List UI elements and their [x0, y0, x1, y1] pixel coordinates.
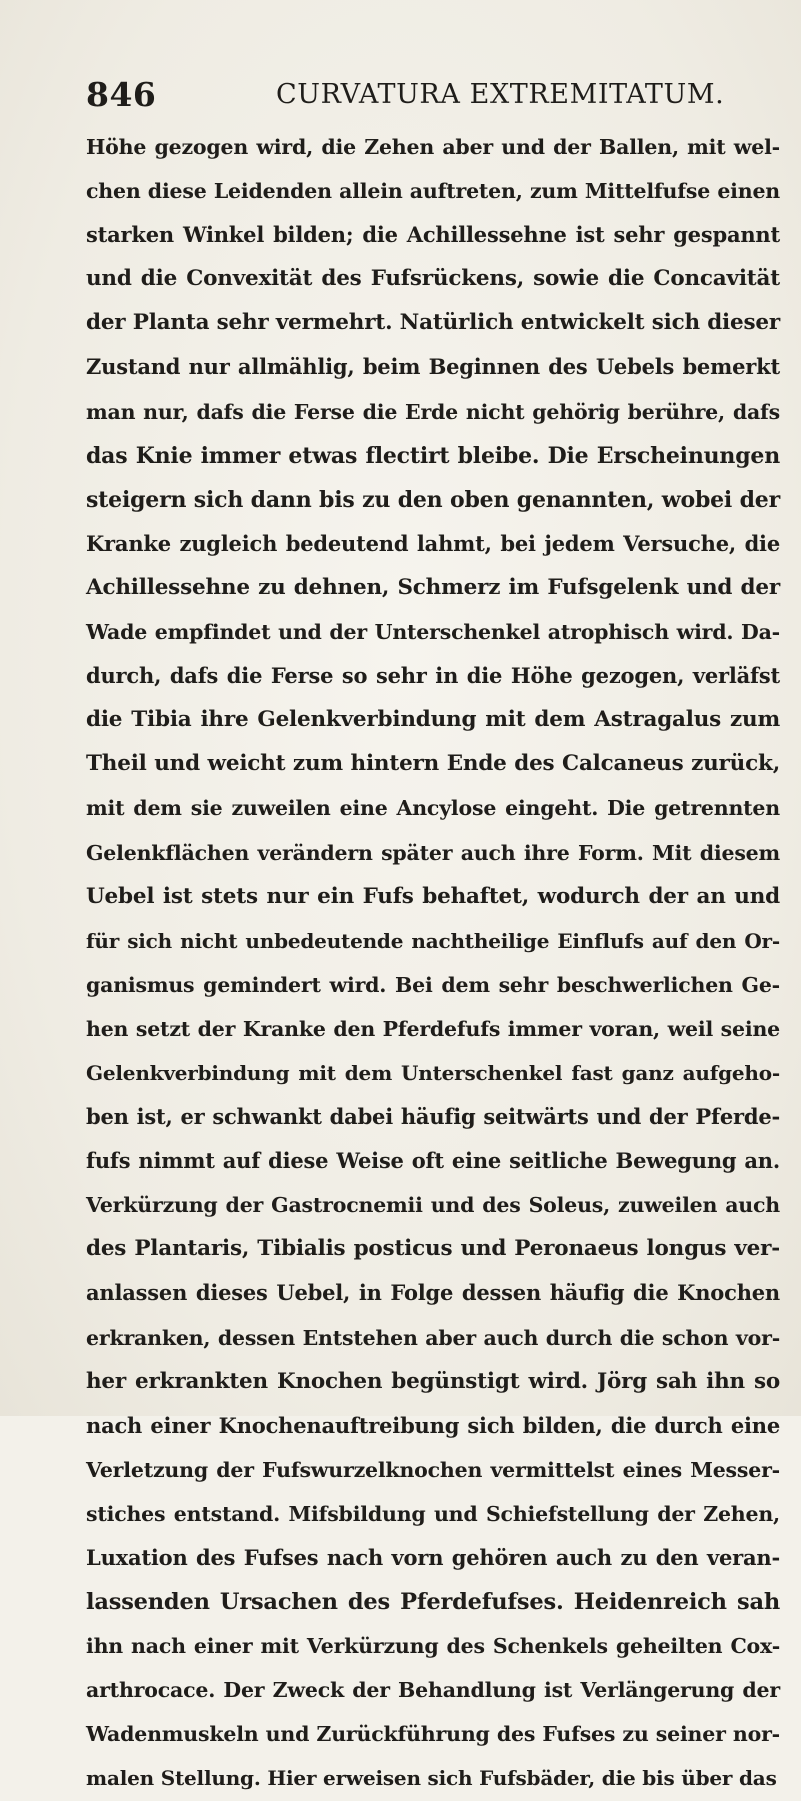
- text-line: das Knie immer etwas flectirt bleibe. Die Erscheinungen: [86, 442, 780, 469]
- text-line: Verletzung der Fufswurzelknochen vermittelst eines Messer-: [86, 1457, 780, 1482]
- text-line: die Tibia ihre Gelenkverbindung mit dem Astragalus zum: [86, 707, 780, 733]
- text-line: anlassen dieses Uebel, in Folge dessen häufig die Knochen: [86, 1280, 780, 1306]
- text-line: Kranke zugleich bedeutend lahmt, bei jedem Versuche, die: [86, 530, 780, 556]
- text-line: her erkrankten Knochen begünstigt wird. Jörg sah ihn so: [86, 1368, 780, 1394]
- text-line: Verkürzung der Gastrocnemii und des Soleus, zuweilen auch: [86, 1193, 780, 1218]
- text-line: und die Convexität des Fufsrückens, sowie die Concavität: [86, 266, 780, 292]
- text-line: des Plantaris, Tibialis posticus und Peronaeus longus ver-: [86, 1236, 780, 1262]
- text-line: man nur, dafs die Ferse die Erde nicht gehörig berühre, dafs: [86, 399, 780, 424]
- text-line: starken Winkel bilden; die Achillessehne ist sehr gespannt: [86, 222, 780, 248]
- text-line: durch, dafs die Ferse so sehr in die Höhe gezogen, verläfst: [86, 663, 780, 689]
- text-line: ganismus gemindert wird. Bei dem sehr beschwerlichen Ge-: [86, 972, 780, 997]
- text-line: nach einer Knochenauftreibung sich bilden, die durch eine: [86, 1412, 780, 1438]
- text-line: Höhe gezogen wird, die Zehen aber und der Ballen, mit wel-: [86, 135, 780, 159]
- text-line: steigern sich dann bis zu den oben genannten, wobei der: [86, 486, 780, 513]
- text-line: stiches entstand. Mifsbildung und Schiefstellung der Zehen,: [86, 1501, 780, 1526]
- text-line: für sich nicht unbedeutende nachtheilige Einflufs auf den Or-: [86, 928, 780, 953]
- text-line: ihn nach einer mit Verkürzung des Schenkels geheilten Cox-: [86, 1634, 780, 1659]
- text-line: malen Stellung. Hier erweisen sich Fufsbäder, die bis über das: [86, 1766, 777, 1791]
- text-line: chen diese Leidenden allein auftreten, zum Mittelfufse einen: [86, 179, 780, 204]
- text-line: ben ist, er schwankt dabei häufig seitwärts und der Pferde-: [86, 1104, 780, 1130]
- running-title: CURVATURA EXTREMITATUM.: [276, 79, 725, 110]
- text-line: Gelenkflächen verändern später auch ihre Form. Mit diesem: [86, 840, 780, 865]
- text-line: Uebel ist stets nur ein Fufs behaftet, wodurch der an und: [86, 883, 780, 909]
- text-line: der Planta sehr vermehrt. Natürlich entwickelt sich dieser: [86, 310, 780, 336]
- page-number: 846: [86, 75, 157, 114]
- text-line: Achillessehne zu dehnen, Schmerz im Fufsgelenk und der: [86, 574, 780, 600]
- text-line: Wade empfindet und der Unterschenkel atrophisch wird. Da-: [86, 620, 780, 645]
- text-line: erkranken, dessen Entstehen aber auch durch die schon vor-: [86, 1325, 780, 1350]
- text-line: Theil und weicht zum hintern Ende des Calcaneus zurück,: [86, 751, 780, 777]
- text-line: lassenden Ursachen des Pferdefufses. Heidenreich sah: [86, 1589, 780, 1616]
- running-head: [86, 75, 786, 115]
- body-text: [86, 125, 780, 1801]
- text-line: hen setzt der Kranke den Pferdefufs immer voran, weil seine: [86, 1016, 780, 1041]
- text-line: arthrocace. Der Zweck der Behandlung ist Verlängerung der: [86, 1678, 780, 1703]
- text-line: Wadenmuskeln und Zurückführung des Fufses zu seiner nor-: [86, 1722, 780, 1747]
- text-line: fufs nimmt auf diese Weise oft eine seitliche Bewegung an.: [86, 1148, 780, 1174]
- text-line: Luxation des Fufses nach vorn gehören auch zu den veran-: [86, 1545, 780, 1570]
- text-line: Gelenkverbindung mit dem Unterschenkel fast ganz aufgeho-: [86, 1060, 780, 1085]
- text-line: Zustand nur allmählig, beim Beginnen des Uebels bemerkt: [86, 354, 780, 380]
- text-line: mit dem sie zuweilen eine Ancylose eingeht. Die getrennten: [86, 796, 780, 821]
